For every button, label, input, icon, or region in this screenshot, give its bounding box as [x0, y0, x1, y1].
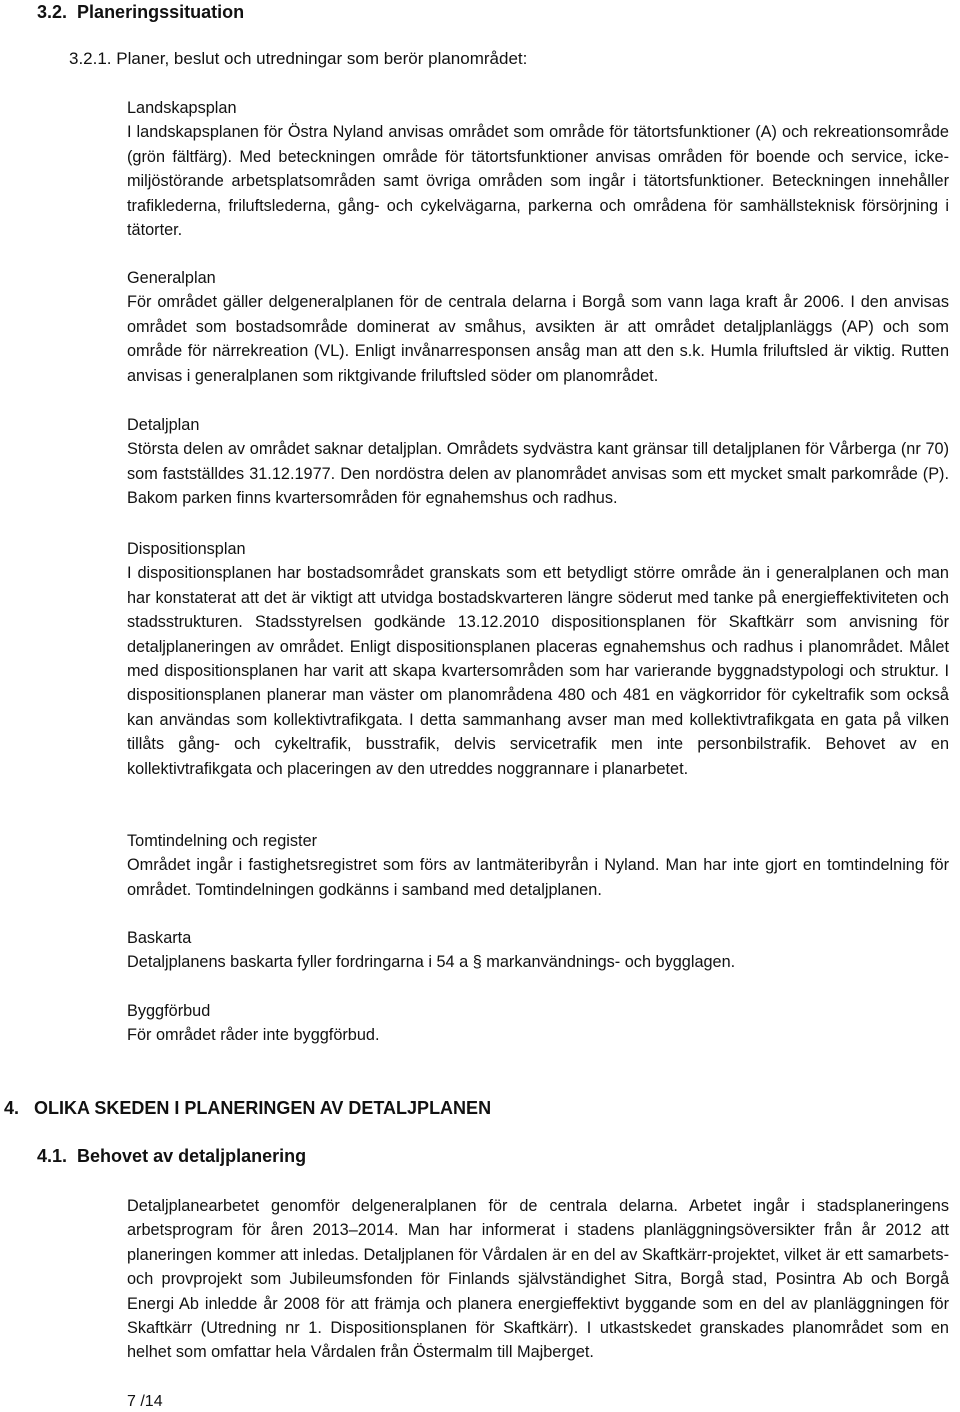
page-number: 7 /14 [127, 1393, 163, 1410]
dispositionsplan-body: I dispositionsplanen har bostadsområdet granskats som ett betydligt större område än i generalplanen och man har konstaterat att det är viktigt att utvidga bostadskvarteren längre söderut med tanke på energieffektiviteten och stadsstrukturen. Stadsstyrelsen godkände 13.12.2010 dispositionsplanen för Skaftkärr som anvisning för detaljplaneringen av området. Enligt dispositionsplanen placeras egnahemshus och radhus i planområdet. Målet med dispositionsplanen har varit att skapa kvartersområden som har varierande byggnadstypologi och struktur. I dispositionsplanen planerar man väster om planområdena 480 och 481 en vägkorridor för cykeltrafik som också kan användas som kollektivtrafikgata. I detta sammanhang avser man med kollektivtrafikgata en gata på vilken tillåts gång- och cykeltrafik, busstrafik, delvis servicetrafik men inte personbilstrafik. Behovet av en kollektivtrafikgata och placeringen av den utreddes noggrannare i planarbetet. [127, 564, 949, 778]
section-4-1-body [127, 1194, 949, 1365]
section-title: Planeringssituation [77, 2, 245, 22]
landskapsplan-body: I landskapsplanen för Östra Nyland anvisas området som område för tätortsfunktioner (A) och rekreationsområde (grön fältfärg). Med beteckningen område för tätortsfunktioner anvisas områden för boende och service, icke-miljöstörande arbetsplatsområden samt övriga områden som ingår i tätortsfunktioner. Beteckningen innehåller trafiklederna, friluftslederna, gång- och cykelvägarna, parkerna och områdena för samhällsteknisk försörjning i tätorter. [127, 123, 949, 240]
section-3-2-1-heading [69, 48, 527, 70]
dispositionsplan-title: Dispositionsplan [127, 540, 246, 558]
subsection-title: Planer, beslut och utredningar som berör planområdet: [116, 49, 528, 68]
section-title: OLIKA SKEDEN I PLANERINGEN AV DETALJPLANEN [34, 1098, 492, 1118]
tomtindelning-title: Tomtindelning och register [127, 832, 318, 850]
generalplan-title: Generalplan [127, 269, 216, 287]
baskarta-section [127, 926, 949, 975]
behovet-body: Detaljplanearbetet genomför delgeneralplanen för de centrala delarna. Arbetet ingår i stadsplaneringens arbetsprogram för åren 2013–2014. Man har informerat i stadens planläggningsöversikter från år 2012 att planeringen kommer att inledas. Detaljplanen för Vårdalen är en del av Skaftkärr-projektet, vilket är ett samarbets- och provprojekt som Jubileumsfonden för Finlands självständighet Sitra, Borgå stad, Posintra Ab och Borgå Energi Ab inledde år 2008 för att främja och planera energieffektivt byggande som en del av planläggningen för Skaftkärr (Utredning nr 1. Dispositionsplanen för Skaftkärr). I utkastskedet granskades planområdet som en helhet som omfattar hela Vårdalen från Östermalm till Majberget. [127, 1197, 949, 1362]
section-number: 3.2. [37, 2, 68, 22]
tomtindelning-section [127, 829, 949, 902]
landskapsplan-title: Landskapsplan [127, 99, 237, 117]
detaljplan-section [127, 413, 949, 511]
section-4-1-heading [37, 1145, 306, 1167]
generalplan-section [127, 266, 949, 388]
section-number: 4.1. [37, 1146, 68, 1166]
section-3-2-heading [37, 1, 244, 23]
dispositionsplan-section [127, 537, 949, 781]
detaljplan-title: Detaljplan [127, 416, 200, 434]
byggforbud-body: För området råder inte byggförbud. [127, 1026, 380, 1045]
section-4-heading [4, 1097, 491, 1119]
byggforbud-title: Byggförbud [127, 1002, 211, 1020]
detaljplan-body: Största delen av området saknar detaljplan. Områdets sydvästra kant gränsar till detaljplanen för Vårberga (nr 70) som fastställdes 31.12.1977. Den nordöstra delen av planområdet anvisas som ett mycket smalt parkområde (P). Bakom parken finns kvartersområden för egnahemshus och radhus. [127, 440, 949, 508]
baskarta-title: Baskarta [127, 929, 192, 947]
baskarta-body: Detaljplanens baskarta fyller fordringarna i 54 a § markanvändnings- och bygglagen. [127, 953, 736, 972]
section-number: 4. [4, 1098, 20, 1118]
subsection-number: 3.2.1. [69, 49, 112, 68]
landskapsplan-section [127, 96, 949, 242]
tomtindelning-body: Området ingår i fastighetsregistret som förs av lantmäteribyrån i Nyland. Man har inte gjort en tomtindelning för området. Tomtindelningen godkänns i samband med detaljplanen. [127, 856, 949, 899]
byggforbud-section [127, 999, 949, 1048]
generalplan-body: För området gäller delgeneralplanen för de centrala delarna i Borgå som vann laga kraft år 2006. I den anvisas området som bostadsområde dominerat av småhus, avsikten är att området detaljplanläggs (AP) och som område för närrekreation (VL). Enligt invånarresponsen ansåg man att den s.k. Humla friluftsled är viktig. Rutten anvisas i generalplanen som riktgivande friluftsled söder om planområdet. [127, 293, 949, 385]
section-title: Behovet av detaljplanering [77, 1146, 307, 1166]
